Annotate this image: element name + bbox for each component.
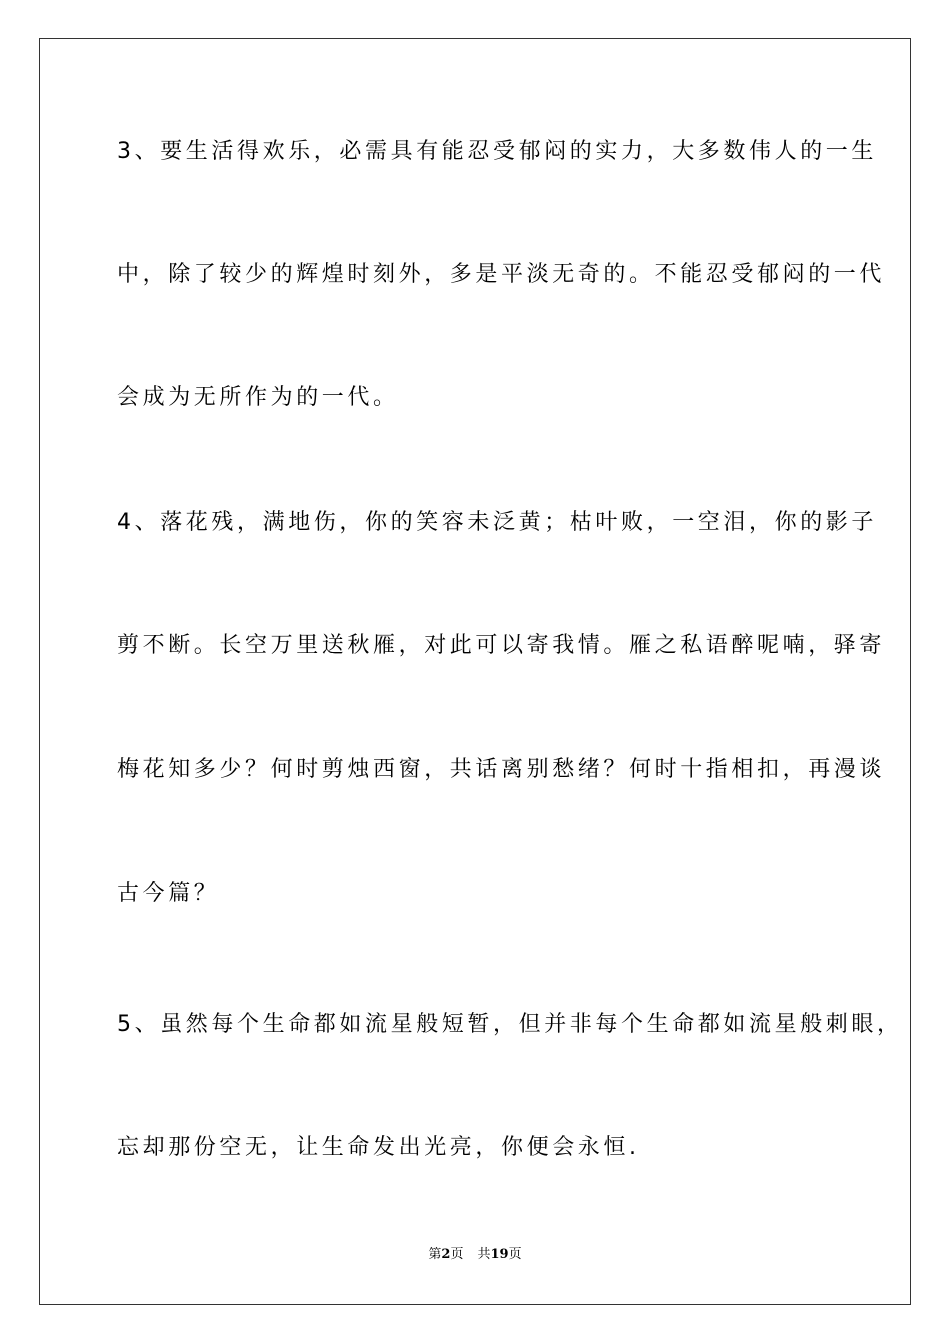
page-prefix: 第 [428, 1247, 442, 1262]
paragraph-4-line-4: 古今篇？ [117, 881, 220, 906]
total-prefix: 共 [477, 1247, 491, 1262]
paragraph-4-line-2: 剪不断。长空万里送秋雁，对此可以寄我情。雁之私语醉呢喃，驿寄 [117, 633, 886, 658]
page-suffix: 页 [450, 1247, 464, 1262]
page-border [39, 38, 911, 1305]
paragraph-4-line-1: 4、落花残，满地伤，你的笑容未泛黄；枯叶败，一空泪，你的影子 [117, 510, 877, 535]
paragraph-3-line-1: 3、要生活得欢乐，必需具有能忍受郁闷的实力，大多数伟人的一生 [117, 139, 877, 164]
paragraph-5-line-1: 5、虽然每个生命都如流星般短暂，但并非每个生命都如流星般刺眼， [117, 1012, 903, 1037]
total-pages: 19 [490, 1247, 509, 1262]
total-suffix: 页 [508, 1247, 522, 1262]
paragraph-5-line-2: 忘却那份空无，让生命发出光亮，你便会永恒. [117, 1135, 640, 1160]
page-number: 2 [441, 1247, 451, 1262]
paragraph-3-line-2: 中，除了较少的辉煌时刻外，多是平淡无奇的。不能忍受郁闷的一代 [117, 262, 886, 287]
paragraph-4-line-3: 梅花知多少？何时剪烛西窗，共话离别愁绪？何时十指相扣，再漫谈 [117, 757, 886, 782]
page-footer [0, 1247, 950, 1263]
paragraph-3-line-3: 会成为无所作为的一代。 [117, 385, 399, 410]
